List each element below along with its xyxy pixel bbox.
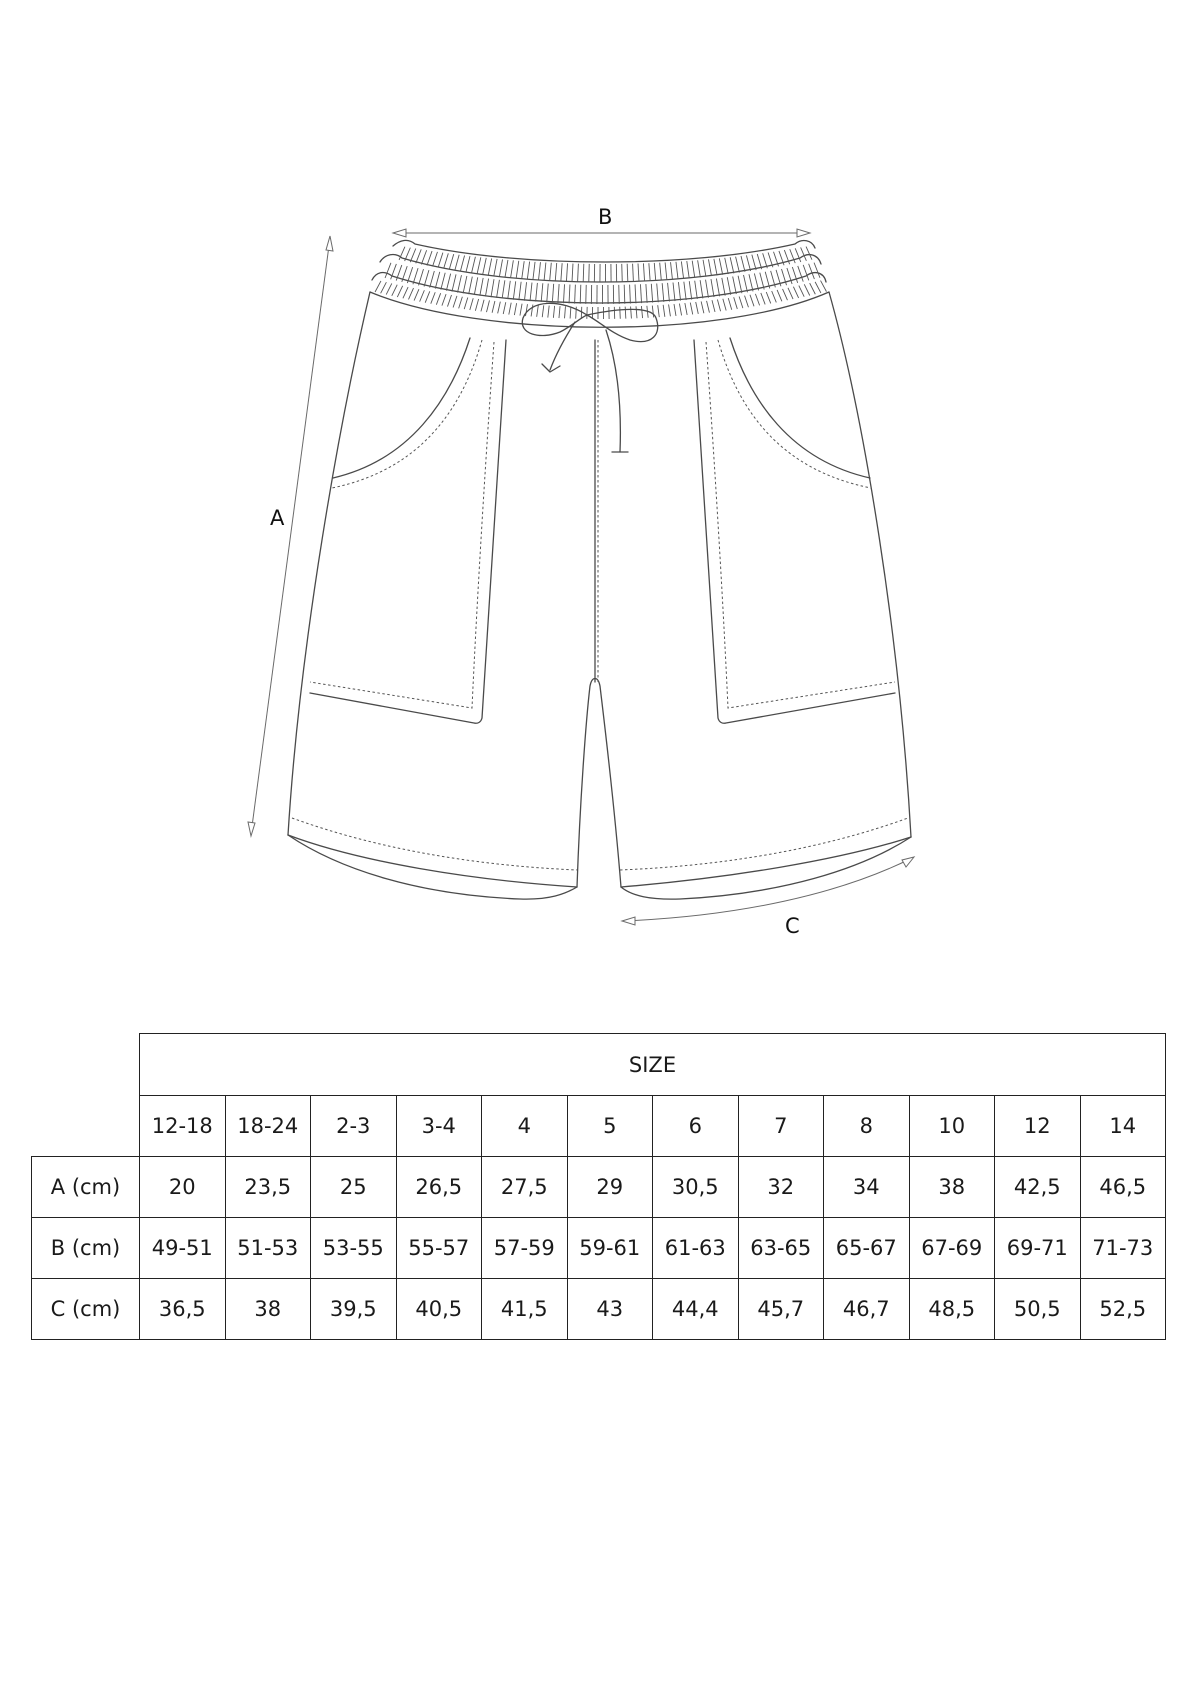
rib-stroke bbox=[772, 291, 777, 302]
rib-stroke bbox=[801, 247, 807, 260]
rib-stroke bbox=[620, 307, 621, 319]
rib-stroke bbox=[674, 304, 676, 316]
rib-stroke bbox=[575, 285, 576, 304]
rib-stroke bbox=[635, 284, 636, 303]
measurement-cell: 39,5 bbox=[311, 1279, 397, 1340]
rib-stroke bbox=[558, 284, 559, 303]
rib-stroke bbox=[552, 284, 553, 303]
rib-stroke bbox=[513, 281, 515, 299]
waistband-rib-divider-1 bbox=[380, 255, 821, 282]
dimension-label-a: A bbox=[270, 506, 285, 530]
rib-stroke bbox=[508, 281, 511, 299]
right-pocket-opening-stitch bbox=[718, 340, 871, 488]
rib-stroke bbox=[420, 290, 425, 301]
empty-corner-cell bbox=[32, 1096, 140, 1157]
rib-stroke bbox=[679, 304, 681, 316]
rib-stroke bbox=[662, 283, 664, 302]
measurement-cell: 36,5 bbox=[140, 1279, 226, 1340]
dimension-b-arrow bbox=[393, 229, 810, 237]
rib-stroke bbox=[555, 263, 556, 281]
rib-stroke bbox=[385, 263, 391, 278]
rib-stroke bbox=[711, 279, 714, 297]
rib-stroke bbox=[698, 260, 701, 277]
rib-stroke bbox=[452, 274, 456, 291]
rib-stroke bbox=[466, 256, 470, 272]
rib-stroke bbox=[530, 283, 532, 302]
measurement-cell: 46,7 bbox=[824, 1279, 910, 1340]
measurement-cell: 55-57 bbox=[396, 1218, 482, 1279]
right-pocket-stitch bbox=[706, 342, 895, 708]
measurement-cell: 20 bbox=[140, 1157, 226, 1218]
size-header-cell: 8 bbox=[824, 1096, 910, 1157]
rib-stroke bbox=[481, 300, 484, 312]
rib-stroke bbox=[425, 291, 430, 302]
measurement-cell: 49-51 bbox=[140, 1218, 226, 1279]
drawstring-end-right bbox=[606, 330, 620, 452]
rib-stroke bbox=[706, 280, 709, 298]
measurement-cell: 65-67 bbox=[824, 1218, 910, 1279]
rib-stroke bbox=[641, 306, 642, 318]
right-hem-fold bbox=[621, 837, 911, 887]
measurement-cell: 69-71 bbox=[995, 1218, 1081, 1279]
rib-stroke bbox=[696, 302, 699, 314]
rib-stroke bbox=[561, 263, 562, 281]
rib-stroke bbox=[777, 290, 782, 301]
table-row-a bbox=[32, 1157, 1166, 1218]
rib-stroke bbox=[719, 258, 722, 274]
rib-stroke bbox=[569, 284, 570, 303]
size-header-cell: 6 bbox=[653, 1096, 739, 1157]
rib-stroke bbox=[714, 259, 717, 276]
rib-stroke bbox=[449, 254, 453, 269]
rib-stroke bbox=[707, 301, 710, 313]
drawstring-loop bbox=[522, 303, 657, 341]
rib-stroke bbox=[646, 284, 647, 303]
left-hem-fold bbox=[288, 835, 577, 887]
rib-stroke bbox=[458, 275, 462, 292]
rib-stroke bbox=[424, 270, 429, 286]
rib-stroke bbox=[578, 264, 579, 282]
rib-stroke bbox=[520, 304, 522, 316]
rib-stroke bbox=[438, 253, 443, 268]
rib-stroke bbox=[553, 306, 554, 318]
rib-stroke bbox=[815, 282, 821, 293]
rib-stroke bbox=[685, 303, 687, 315]
rib-stroke bbox=[665, 262, 667, 280]
measurement-cell: 38 bbox=[225, 1279, 311, 1340]
rib-stroke bbox=[723, 299, 726, 311]
measurement-cell: 48,5 bbox=[909, 1279, 995, 1340]
shorts-body bbox=[288, 292, 911, 899]
dimension-label-b: B bbox=[598, 205, 613, 229]
rib-stroke bbox=[701, 301, 704, 313]
rib-stroke bbox=[559, 306, 560, 318]
rib-stroke bbox=[421, 250, 426, 264]
left-hem-stitch bbox=[292, 818, 578, 870]
rib-stroke bbox=[643, 263, 644, 281]
measurement-cell: 25 bbox=[311, 1157, 397, 1218]
rib-stroke bbox=[754, 273, 758, 290]
rib-stroke bbox=[766, 292, 770, 303]
rib-stroke bbox=[795, 248, 801, 262]
rib-stroke bbox=[750, 295, 754, 307]
left-side-seam bbox=[288, 292, 370, 835]
measurement-cell: 23,5 bbox=[225, 1157, 311, 1218]
rib-stroke bbox=[419, 269, 424, 285]
rib-stroke bbox=[455, 255, 459, 270]
rib-stroke bbox=[660, 263, 662, 281]
right-pocket bbox=[694, 338, 895, 723]
rib-stroke bbox=[519, 282, 521, 300]
rib-stroke bbox=[572, 264, 573, 282]
rib-stroke bbox=[687, 261, 689, 278]
size-header-cell: 7 bbox=[738, 1096, 824, 1157]
rib-stroke bbox=[410, 249, 416, 263]
rib-stroke bbox=[565, 306, 566, 318]
rib-stroke bbox=[570, 307, 571, 319]
size-header-cell: 5 bbox=[567, 1096, 653, 1157]
rib-stroke bbox=[527, 262, 529, 279]
left-pocket-stitch bbox=[310, 342, 494, 708]
rib-stroke bbox=[752, 255, 756, 270]
rib-stroke bbox=[497, 280, 500, 298]
rib-stroke bbox=[734, 297, 738, 309]
rib-stroke bbox=[736, 257, 740, 273]
rib-stroke bbox=[810, 283, 816, 294]
rib-stroke bbox=[433, 252, 438, 267]
rib-stroke bbox=[469, 277, 473, 295]
rib-stroke bbox=[397, 286, 402, 297]
rib-stroke bbox=[544, 262, 546, 280]
right-hem-stitch bbox=[620, 818, 908, 870]
rib-stroke bbox=[708, 259, 711, 276]
table-row-c bbox=[32, 1279, 1166, 1340]
size-header-cell: 12-18 bbox=[140, 1096, 226, 1157]
rib-stroke bbox=[690, 303, 692, 315]
rib-stroke bbox=[695, 281, 698, 299]
rib-stroke bbox=[744, 275, 748, 292]
rib-stroke bbox=[483, 258, 486, 274]
arrowhead-icon bbox=[622, 917, 635, 925]
rib-stroke bbox=[414, 289, 419, 300]
measurement-cell: 38 bbox=[909, 1157, 995, 1218]
rib-stroke bbox=[738, 276, 742, 293]
rib-stroke bbox=[485, 279, 488, 297]
rib-stroke bbox=[640, 284, 641, 303]
rib-stroke bbox=[442, 294, 446, 306]
rib-stroke bbox=[503, 302, 506, 314]
measurement-cell: 46,5 bbox=[1080, 1157, 1166, 1218]
rib-stroke bbox=[487, 300, 490, 312]
rib-stroke bbox=[746, 255, 750, 271]
rib-stroke bbox=[430, 271, 435, 288]
rib-stroke bbox=[460, 255, 464, 271]
measurement-cell: 63-65 bbox=[738, 1218, 824, 1279]
rib-stroke bbox=[408, 288, 413, 299]
rib-stroke bbox=[392, 285, 397, 296]
rib-stroke bbox=[814, 263, 820, 278]
rib-stroke bbox=[436, 293, 440, 304]
measurement-cell: 51-53 bbox=[225, 1218, 311, 1279]
rib-stroke bbox=[533, 262, 535, 279]
rib-stroke bbox=[739, 296, 743, 308]
rib-stroke bbox=[548, 306, 549, 318]
dimension-a-arrow bbox=[248, 236, 333, 836]
rib-stroke bbox=[511, 260, 514, 277]
rib-stroke bbox=[804, 284, 809, 295]
left-inseam bbox=[577, 679, 621, 888]
measurement-cell: 41,5 bbox=[482, 1279, 568, 1340]
left-pocket-opening bbox=[333, 338, 470, 478]
rib-stroke bbox=[663, 305, 665, 317]
rib-stroke bbox=[717, 300, 720, 312]
rib-stroke bbox=[716, 278, 719, 296]
rib-stroke bbox=[678, 282, 680, 300]
rib-stroke bbox=[757, 254, 761, 269]
rib-stroke bbox=[514, 303, 516, 315]
size-header-cell: 12 bbox=[995, 1096, 1081, 1157]
rib-stroke bbox=[760, 273, 764, 290]
rib-stroke bbox=[516, 261, 519, 278]
rib-stroke bbox=[403, 287, 408, 298]
measurement-cell: 26,5 bbox=[396, 1157, 482, 1218]
rib-stroke bbox=[526, 304, 528, 316]
rib-stroke bbox=[498, 302, 501, 314]
rib-stroke bbox=[413, 268, 418, 284]
rib-stroke bbox=[472, 257, 476, 273]
size-header-row bbox=[32, 1096, 1166, 1157]
rib-stroke bbox=[689, 281, 691, 299]
rib-stroke bbox=[583, 264, 584, 282]
rib-stroke bbox=[537, 305, 539, 317]
rib-stroke bbox=[580, 285, 581, 304]
measurement-cell: 67-69 bbox=[909, 1218, 995, 1279]
measurement-cell: 45,7 bbox=[738, 1279, 824, 1340]
measurement-cell: 29 bbox=[567, 1157, 653, 1218]
rib-stroke bbox=[435, 272, 440, 289]
rib-stroke bbox=[499, 259, 502, 276]
dimension-label-c: C bbox=[785, 914, 800, 938]
rib-stroke bbox=[673, 282, 675, 301]
rib-stroke bbox=[627, 264, 628, 282]
measurement-cell: 57-59 bbox=[482, 1218, 568, 1279]
rib-stroke bbox=[492, 301, 495, 313]
rib-stroke bbox=[550, 263, 552, 281]
rib-stroke bbox=[799, 286, 804, 297]
rib-stroke bbox=[625, 307, 626, 319]
size-header-cell: 3-4 bbox=[396, 1096, 482, 1157]
rib-stroke bbox=[654, 263, 655, 281]
arrowhead-icon bbox=[902, 857, 914, 867]
rib-stroke bbox=[681, 261, 683, 278]
measurement-cell: 34 bbox=[824, 1157, 910, 1218]
rib-stroke bbox=[671, 262, 673, 279]
rib-stroke bbox=[728, 298, 731, 310]
rib-stroke bbox=[475, 299, 478, 311]
rib-stroke bbox=[793, 287, 798, 298]
rib-stroke bbox=[480, 278, 483, 296]
rib-stroke bbox=[539, 262, 541, 279]
rib-stroke bbox=[431, 292, 435, 303]
rib-stroke bbox=[649, 263, 650, 281]
rib-stroke bbox=[676, 262, 678, 279]
rib-stroke bbox=[444, 253, 449, 268]
row-label: B (cm) bbox=[32, 1218, 140, 1279]
measurement-cell: 59-61 bbox=[567, 1218, 653, 1279]
size-title: SIZE bbox=[140, 1034, 1166, 1096]
size-title-row bbox=[32, 1034, 1166, 1096]
rib-stroke bbox=[684, 282, 686, 300]
row-label: A (cm) bbox=[32, 1157, 140, 1218]
rib-stroke bbox=[809, 264, 815, 279]
rib-stroke bbox=[631, 306, 632, 318]
rib-stroke bbox=[636, 306, 637, 318]
rib-stroke bbox=[633, 264, 634, 282]
right-hem-curve bbox=[621, 837, 911, 899]
rib-stroke bbox=[806, 247, 812, 260]
rib-stroke bbox=[453, 296, 457, 308]
measurement-cell: 44,4 bbox=[653, 1279, 739, 1340]
measurement-cell: 42,5 bbox=[995, 1157, 1081, 1218]
rib-stroke bbox=[541, 283, 543, 302]
measurement-cell: 61-63 bbox=[653, 1218, 739, 1279]
size-header-cell: 4 bbox=[482, 1096, 568, 1157]
rib-stroke bbox=[624, 285, 625, 304]
arrowhead-icon bbox=[393, 229, 406, 237]
left-pocket bbox=[310, 338, 506, 723]
right-pocket-opening bbox=[730, 338, 870, 478]
rib-stroke bbox=[524, 282, 526, 301]
rib-stroke bbox=[638, 264, 639, 282]
rib-stroke bbox=[755, 294, 759, 306]
rib-stroke bbox=[788, 288, 793, 299]
rib-stroke bbox=[722, 278, 725, 296]
rib-stroke bbox=[692, 261, 695, 278]
empty-corner-cell bbox=[32, 1034, 140, 1096]
arrowhead-icon bbox=[326, 236, 333, 251]
measurement-cell: 30,5 bbox=[653, 1157, 739, 1218]
drawstring-end-left bbox=[550, 322, 575, 370]
measurement-cell: 43 bbox=[567, 1279, 653, 1340]
waistband-ribbing bbox=[375, 247, 826, 319]
rib-stroke bbox=[761, 293, 765, 304]
rib-stroke bbox=[749, 274, 753, 291]
rib-stroke bbox=[459, 297, 463, 309]
rib-stroke bbox=[509, 303, 511, 315]
rib-stroke bbox=[381, 282, 387, 293]
rib-stroke bbox=[783, 289, 788, 300]
rib-stroke bbox=[488, 258, 491, 274]
rib-stroke bbox=[651, 284, 652, 303]
waistband-top-edge bbox=[393, 240, 815, 262]
rib-stroke bbox=[668, 283, 670, 302]
rib-stroke bbox=[477, 257, 481, 273]
rib-stroke bbox=[798, 266, 803, 282]
rib-stroke bbox=[416, 249, 421, 263]
rib-stroke bbox=[725, 258, 729, 274]
arrowhead-icon bbox=[797, 229, 810, 237]
rib-stroke bbox=[657, 284, 659, 303]
rib-stroke bbox=[463, 276, 467, 293]
right-side-seam bbox=[829, 292, 911, 837]
measurement-cell: 53-55 bbox=[311, 1218, 397, 1279]
row-label: C (cm) bbox=[32, 1279, 140, 1340]
measurement-cell: 50,5 bbox=[995, 1279, 1081, 1340]
rib-stroke bbox=[464, 298, 468, 310]
rib-stroke bbox=[491, 279, 494, 297]
measurement-cell: 27,5 bbox=[482, 1157, 568, 1218]
rib-stroke bbox=[536, 283, 538, 302]
rib-stroke bbox=[502, 280, 505, 298]
measurement-cell: 32 bbox=[738, 1157, 824, 1218]
rib-stroke bbox=[630, 285, 631, 304]
rib-stroke bbox=[566, 263, 567, 281]
rib-stroke bbox=[474, 277, 477, 295]
measurement-cell: 40,5 bbox=[396, 1279, 482, 1340]
rib-stroke bbox=[505, 260, 508, 277]
left-pocket-outline bbox=[310, 340, 506, 723]
rib-stroke bbox=[730, 257, 734, 273]
rib-stroke bbox=[375, 281, 381, 292]
measurement-cell: 52,5 bbox=[1080, 1279, 1166, 1340]
size-header-cell: 10 bbox=[909, 1096, 995, 1157]
size-header-cell: 18-24 bbox=[225, 1096, 311, 1157]
rib-stroke bbox=[563, 284, 564, 303]
rib-stroke bbox=[745, 296, 749, 308]
waistband bbox=[370, 240, 829, 327]
rib-stroke bbox=[542, 305, 544, 317]
rib-stroke bbox=[386, 283, 392, 294]
rib-stroke bbox=[700, 280, 703, 298]
rib-stroke bbox=[446, 274, 450, 291]
table-row-b bbox=[32, 1218, 1166, 1279]
rib-stroke bbox=[703, 260, 706, 277]
rib-stroke bbox=[470, 298, 473, 310]
right-pocket-outline bbox=[694, 340, 895, 723]
rib-stroke bbox=[441, 273, 445, 290]
size-header-cell: 14 bbox=[1080, 1096, 1166, 1157]
rib-stroke bbox=[669, 304, 671, 316]
rib-stroke bbox=[712, 300, 715, 312]
rib-stroke bbox=[803, 265, 809, 280]
rib-stroke bbox=[733, 277, 737, 295]
size-chart-table bbox=[31, 1033, 1166, 1340]
measurement-cell: 71-73 bbox=[1080, 1218, 1166, 1279]
rib-stroke bbox=[547, 284, 549, 303]
rib-stroke bbox=[494, 259, 497, 276]
rib-stroke bbox=[727, 277, 730, 295]
size-header-cell: 2-3 bbox=[311, 1096, 397, 1157]
rib-stroke bbox=[741, 256, 745, 272]
rib-stroke bbox=[658, 305, 660, 317]
rib-stroke bbox=[522, 261, 524, 278]
rib-stroke bbox=[652, 306, 653, 318]
rib-stroke bbox=[448, 295, 452, 307]
arrowhead-icon bbox=[248, 822, 255, 836]
rib-stroke bbox=[427, 251, 432, 265]
